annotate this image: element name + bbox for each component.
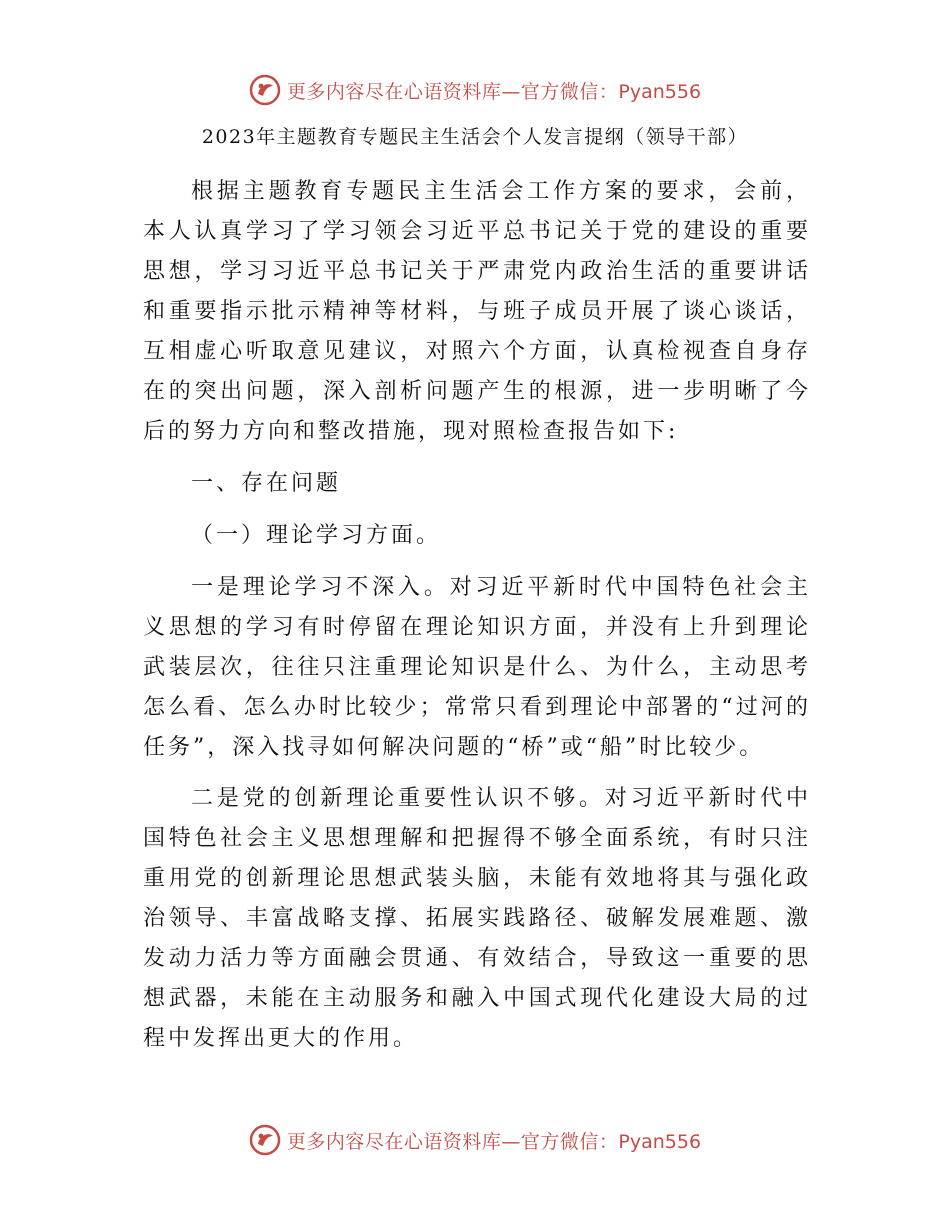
subsection-heading: （一）理论学习方面。 [191, 523, 442, 548]
banner-wechat-id: Pyan556 [618, 1130, 702, 1153]
banner-text: 更多内容尽在心语资料库—官方微信：Pyan556 [286, 80, 702, 103]
header-watermark-banner [0, 70, 950, 110]
banner-wechat-id: Pyan556 [618, 80, 702, 103]
body-paragraph: 二是党的创新理论重要性认识不够。对习近平新时代中国特色社会主义思想理解和把握得不够全面系统，有时只注重用党的创新理论思想武装头脑，未能有效地将其与强化政治领导、丰富战略支撑、拓展实践路径、破解发展难题、激发动力活力等方面融会贯通、有效结合，导致这一重要的思想武器，未能在主动服务和融入中国式现代化建设大局的过程中发挥出更大的作用。 [143, 786, 811, 1051]
document-body [143, 172, 811, 1059]
brand-logo-icon [249, 74, 281, 106]
banner-text: 更多内容尽在心语资料库—官方微信：Pyan556 [286, 1130, 702, 1153]
footer-watermark-banner [0, 1120, 950, 1160]
body-paragraph: 一是理论学习不深入。对习近平新时代中国特色社会主义思想的学习有时停留在理论知识方面，并没有上升到理论武装层次，往往只注重理论知识是什么、为什么，主动思考怎么看、怎么办时比较少；常常只看到理论中部署的“过河的任务”，深入找寻如何解决问题的“桥”或“船”时比较少。 [143, 575, 811, 760]
brand-logo-icon [249, 1124, 281, 1156]
page-title: 2023年主题教育专题民主生活会个人发言提纲（领导干部） [201, 126, 749, 148]
section-heading: 一、存在问题 [191, 471, 342, 496]
intro-paragraph: 根据主题教育专题民主生活会工作方案的要求，会前，本人认真学习了学习领会习近平总书记关于党的建设的重要思想，学习习近平总书记关于严肃党内政治生活的重要讲话和重要指示批示精神等材料，与班子成员开展了谈心谈话，互相虚心听取意见建议，对照六个方面，认真检视查自身存在的突出问题，深入剖析问题产生的根源，进一步明晰了今后的努力方向和整改措施，现对照检查报告如下: [143, 179, 811, 444]
